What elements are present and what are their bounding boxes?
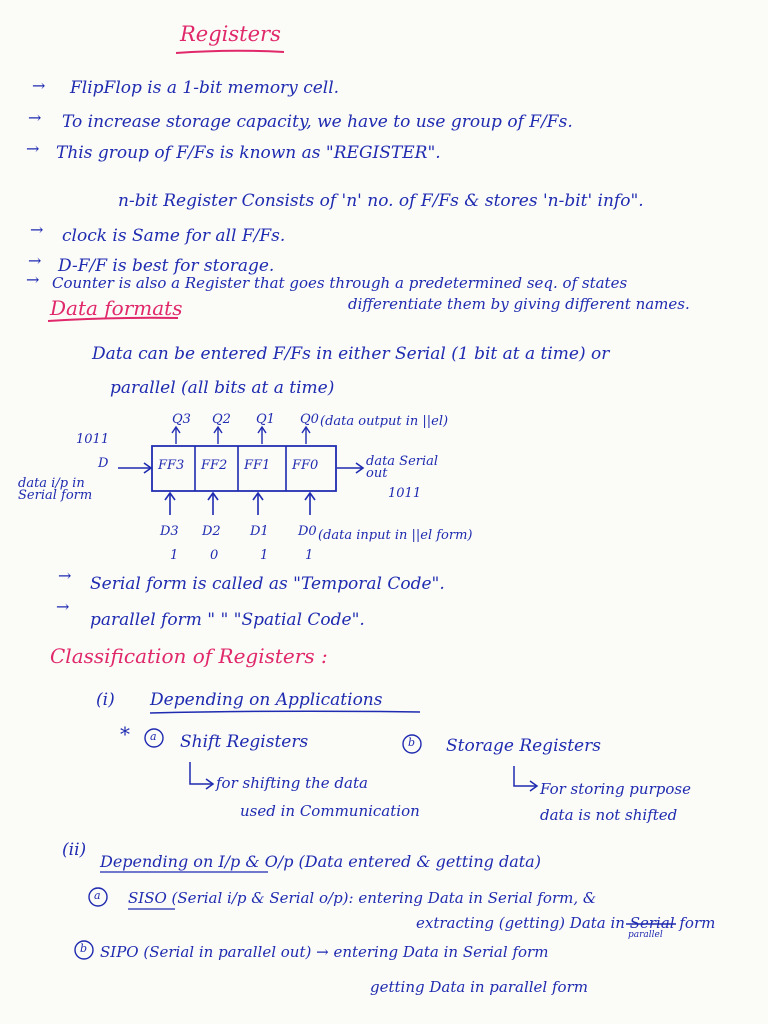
data-formats-line1: Data can be entered F/Fs in either Serial (1 bit at a time) or xyxy=(92,344,610,364)
badge-a-label: a xyxy=(150,730,157,743)
point-counter: Counter is also a Register that goes through a predetermined seq. of states xyxy=(52,274,628,292)
shift-desc-line1: for shifting the data xyxy=(216,774,368,792)
point-register-def: This group of F/Fs is known as "REGISTER". xyxy=(56,143,441,163)
point-capacity: To increase storage capacity, we have to use group of F/Fs. xyxy=(62,112,573,132)
ff0-label: FF0 xyxy=(292,458,319,473)
ff1-label: FF1 xyxy=(244,458,271,473)
siso-struck-word: parallel xyxy=(628,930,663,940)
section1-title: Depending on Applications xyxy=(150,690,383,710)
shift-registers-label: Shift Registers xyxy=(180,732,309,752)
badge-siso-label: a xyxy=(94,889,101,902)
parallel-input-note: (data input in ||el form) xyxy=(318,528,473,543)
serial-input-label: data i/p in Serial form xyxy=(18,476,93,503)
point-counter-cont: differentiate them by giving different names. xyxy=(348,295,690,313)
bullet-arrow-icon: → xyxy=(56,597,70,616)
section1-number: (i) xyxy=(96,690,115,710)
title-underline xyxy=(176,51,284,53)
section2-number: (ii) xyxy=(62,840,87,860)
siso-line1: SISO (Serial i/p & Serial o/p): entering Data in Serial form, & xyxy=(128,889,597,907)
q2-label: Q2 xyxy=(212,412,231,427)
serial-out-bits: 1011 xyxy=(388,486,422,501)
parallel-output-arrows xyxy=(172,427,310,444)
bullet-arrow-icon: → xyxy=(28,108,42,127)
parallel-output-note: (data output in ||el) xyxy=(320,414,449,429)
storage-desc-line2: data is not shifted xyxy=(540,806,678,824)
storage-registers-label: Storage Registers xyxy=(446,736,601,756)
parallel-input-arrows xyxy=(165,493,315,515)
point-nbit: n-bit Register Consists of 'n' no. of F/Fs & stores 'n-bit' info". xyxy=(118,191,644,211)
bullet-arrow-icon: → xyxy=(26,270,40,289)
d3-value: 1 xyxy=(170,548,179,563)
sipo-line1: SIPO (Serial in parallel out) → entering Data in Serial form xyxy=(100,943,549,961)
ff3-label: FF3 xyxy=(158,458,185,473)
d1-label: D1 xyxy=(250,524,269,539)
bullet-arrow-icon: → xyxy=(26,139,40,158)
d2-value: 0 xyxy=(210,548,219,563)
shift-desc-line2: used in Communication xyxy=(240,802,420,820)
d2-label: D2 xyxy=(202,524,221,539)
data-formats-line2: parallel (all bits at a time) xyxy=(110,378,335,398)
data-formats-heading: Data formats xyxy=(50,296,183,320)
bullet-arrow-icon: → xyxy=(28,251,42,270)
badge-sipo-label: b xyxy=(80,942,88,955)
bullet-arrow-icon: → xyxy=(30,220,44,239)
point-flipflop: FlipFlop is a 1-bit memory cell. xyxy=(70,78,340,98)
point-clock: clock is Same for all F/Fs. xyxy=(62,226,286,246)
applications-underline xyxy=(150,711,420,713)
d0-value: 1 xyxy=(305,548,314,563)
star-marker: * xyxy=(120,722,130,746)
d0-label: D0 xyxy=(298,524,317,539)
classification-heading: Classification of Registers : xyxy=(50,644,328,668)
badge-b-label: b xyxy=(408,736,416,749)
bullet-arrow-icon: → xyxy=(32,76,46,95)
d3-label: D3 xyxy=(160,524,179,539)
section2-title: Depending on I/p & O/p (Data entered & getting data) xyxy=(100,852,541,871)
point-dff: D-F/F is best for storage. xyxy=(58,256,275,276)
siso-line2: extracting (getting) Data in Serial form xyxy=(416,914,716,932)
d1-value: 1 xyxy=(260,548,269,563)
sipo-line2: getting Data in parallel form xyxy=(370,978,588,996)
parallel-code-line: parallel form " " "Spatial Code". xyxy=(90,610,365,630)
serial-code-line: Serial form is called as "Temporal Code". xyxy=(90,574,445,594)
page-title: Registers xyxy=(180,22,281,46)
serial-input-bits: 1011 xyxy=(76,432,110,447)
q3-label: Q3 xyxy=(172,412,191,427)
q1-label: Q1 xyxy=(256,412,275,427)
ff2-label: FF2 xyxy=(201,458,228,473)
q0-label: Q0 xyxy=(300,412,319,427)
d-input-label: D xyxy=(98,456,109,471)
serial-out-label: data Serial out xyxy=(366,454,439,481)
storage-desc-line1: For storing purpose xyxy=(540,780,691,798)
bullet-arrow-icon: → xyxy=(58,566,72,585)
